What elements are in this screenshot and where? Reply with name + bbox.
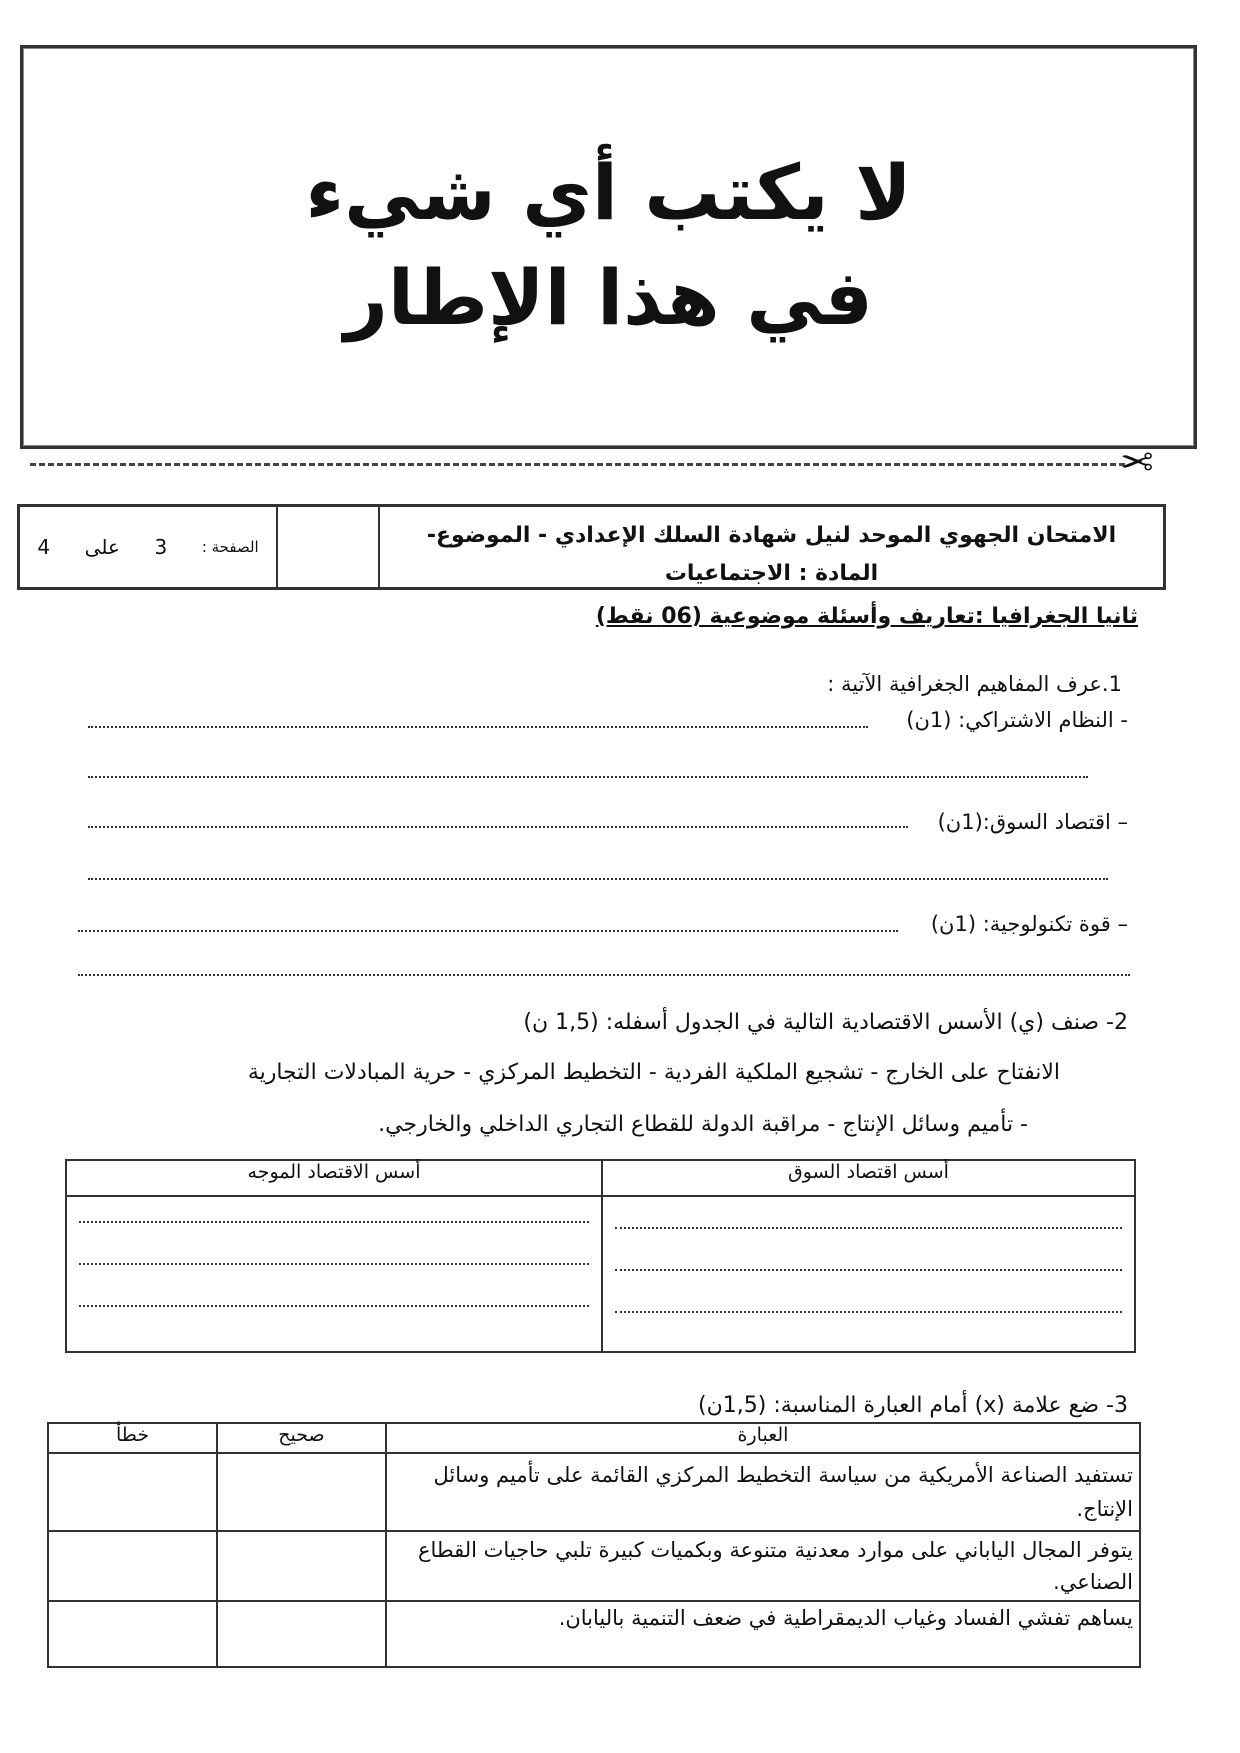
col-directed: أسس الاقتصاد الموجه bbox=[66, 1160, 602, 1196]
header-false: خطأ bbox=[48, 1423, 217, 1453]
q1-prompt: 1.عرف المفاهيم الجغرافية الآتية : bbox=[827, 672, 1122, 696]
page-number bbox=[20, 507, 276, 587]
true-false-table bbox=[47, 1422, 1141, 1668]
banner-line-2: في هذا الإطار bbox=[344, 253, 873, 342]
false-cell-2[interactable] bbox=[48, 1531, 217, 1601]
page-of: على bbox=[84, 535, 120, 559]
false-cell-3[interactable] bbox=[48, 1601, 217, 1667]
true-cell-1[interactable] bbox=[217, 1453, 386, 1531]
section-title: ثانيا الجغرافيا :تعاريف وأسئلة موضوعية (06 نقط) bbox=[595, 604, 1138, 629]
q2-options-1: الانفتاح على الخارج - تشجيع الملكية الفردية - التخطيط المركزي - حرية المبادلات التجارية bbox=[247, 1060, 1060, 1085]
do-not-write-frame bbox=[20, 45, 1197, 449]
answer-line[interactable] bbox=[88, 776, 1088, 778]
answer-line[interactable] bbox=[78, 930, 898, 932]
statement-1: تستفيد الصناعة الأمريكية من سياسة التخطيط المركزي القائمة على تأميم وسائل الإنتاج. bbox=[386, 1453, 1140, 1531]
blank-cell bbox=[276, 507, 378, 587]
answer-line[interactable] bbox=[78, 974, 1130, 976]
exam-subject: المادة : الاجتماعيات bbox=[664, 561, 879, 586]
exam-title-cell bbox=[378, 507, 1163, 587]
directed-answers[interactable] bbox=[66, 1196, 602, 1352]
q2-options-2: - تأميم وسائل الإنتاج - مراقبة الدولة للقطاع التجاري الداخلي والخارجي. bbox=[378, 1112, 1028, 1137]
answer-line[interactable] bbox=[88, 878, 1108, 880]
answer-line[interactable] bbox=[88, 826, 908, 828]
statement-2: يتوفر المجال الياباني على موارد معدنية متنوعة وبكميات كبيرة تلبي حاجيات القطاع الصناعي. bbox=[386, 1531, 1140, 1601]
page-current: 3 bbox=[154, 535, 168, 559]
banner-line-1: لا يكتب أي شيء bbox=[305, 148, 912, 237]
header-true: صحيح bbox=[217, 1423, 386, 1453]
header-statement: العبارة bbox=[386, 1423, 1140, 1453]
exam-header bbox=[17, 504, 1166, 590]
false-cell-1[interactable] bbox=[48, 1453, 217, 1531]
scissors-icon: ✂ bbox=[1120, 440, 1154, 486]
cut-line bbox=[30, 463, 1125, 466]
statement-3: يساهم تفشي الفساد وغياب الديمقراطية في ضعف التنمية باليابان. bbox=[386, 1601, 1140, 1667]
page-total: 4 bbox=[37, 535, 51, 559]
true-cell-2[interactable] bbox=[217, 1531, 386, 1601]
answer-line[interactable] bbox=[88, 726, 868, 728]
q2-prompt: 2- صنف (ي) الأسس الاقتصادية التالية في الجدول أسفله: (1,5 ن) bbox=[523, 1010, 1128, 1035]
col-market: أسس اقتصاد السوق bbox=[602, 1160, 1135, 1196]
q1-item-1: - النظام الاشتراكي: (1ن) bbox=[906, 708, 1128, 732]
q3-prompt: 3- ضع علامة (x) أمام العبارة المناسبة: (1,5ن) bbox=[698, 1393, 1128, 1418]
page-label: الصفحة : bbox=[201, 538, 259, 556]
true-cell-3[interactable] bbox=[217, 1601, 386, 1667]
classification-table bbox=[65, 1159, 1136, 1353]
q1-item-2: – اقتصاد السوق:(1ن) bbox=[937, 810, 1128, 834]
market-answers[interactable] bbox=[602, 1196, 1135, 1352]
q1-item-3: – قوة تكنولوجية: (1ن) bbox=[930, 912, 1128, 936]
exam-title: الامتحان الجهوي الموحد لنيل شهادة السلك الإعدادي - الموضوع- bbox=[426, 523, 1117, 548]
